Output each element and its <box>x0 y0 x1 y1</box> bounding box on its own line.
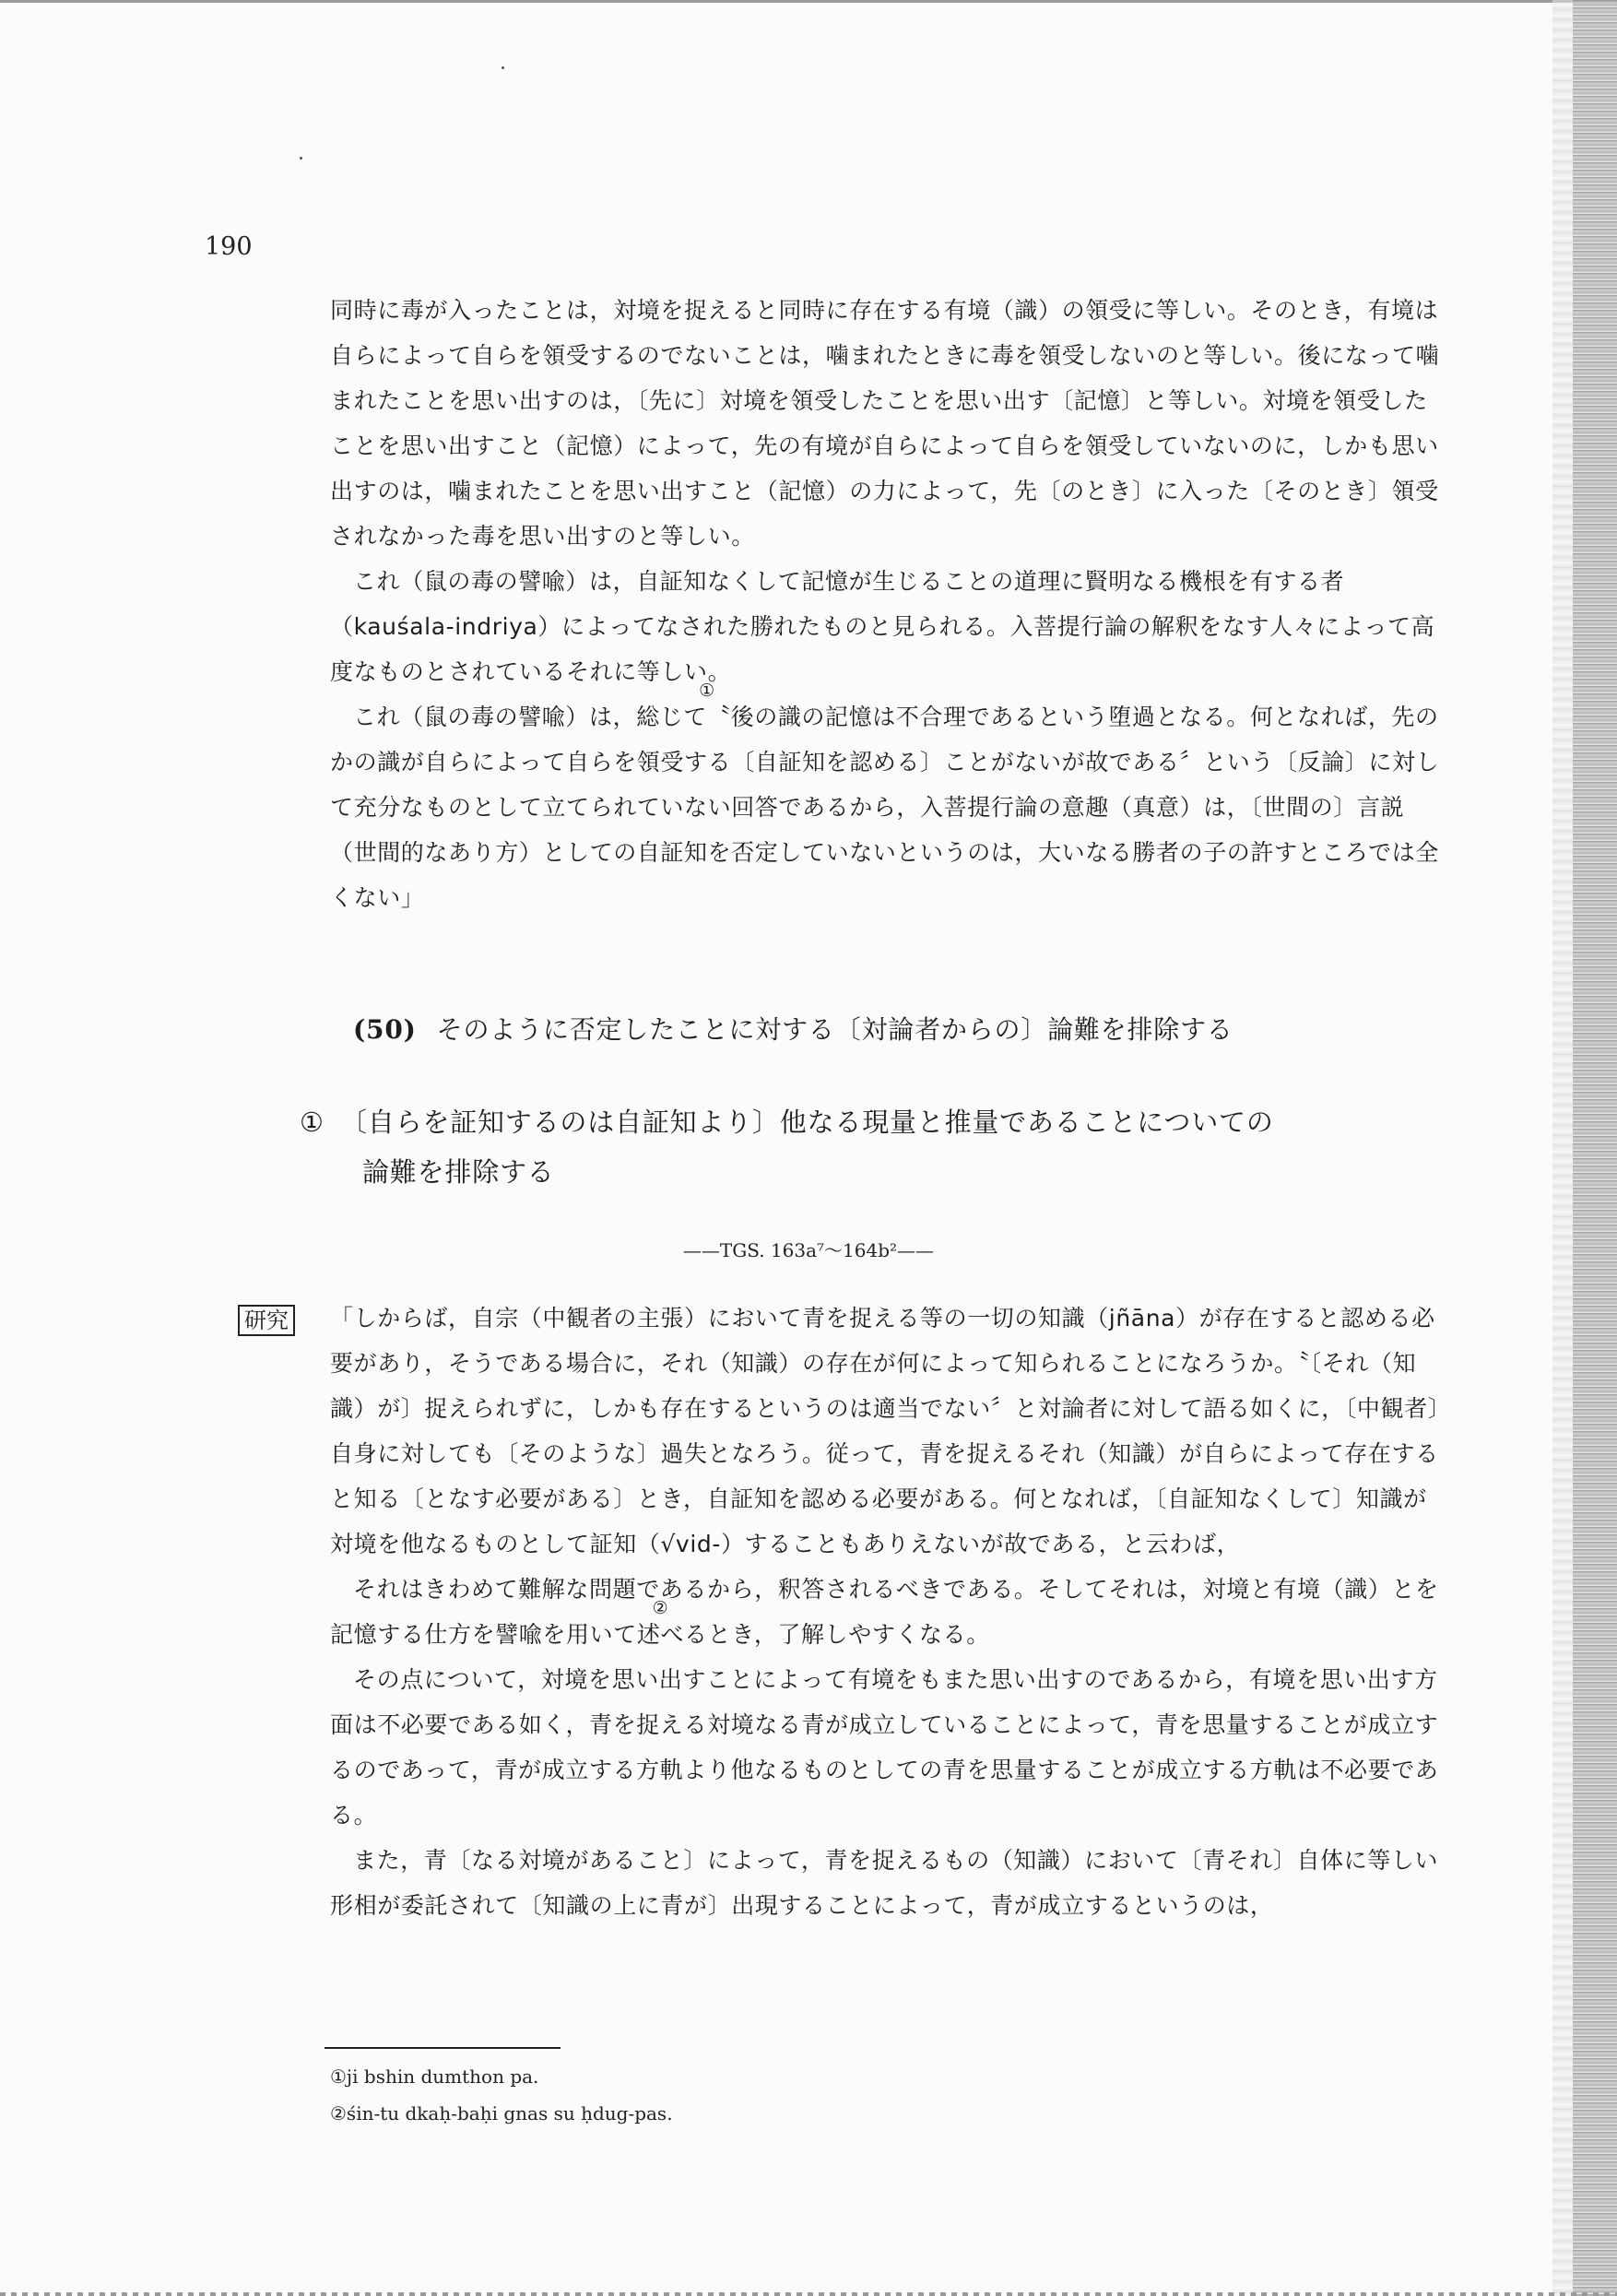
sub-heading <box>300 1097 1406 1197</box>
sub-heading-text: 〔自らを証知するのは自証知より〕他なる現量と推量であることについての <box>340 1107 1274 1138</box>
footnote-anchor <box>636 1598 668 1648</box>
sub-heading-line-1 <box>300 1097 1406 1147</box>
scan-edge-shadow <box>1552 0 1573 2296</box>
research-label-box: 研究 <box>238 1305 295 1336</box>
sub-heading-number: ① <box>300 1107 325 1138</box>
footnote-anchor <box>683 681 715 730</box>
paragraph: 「しからば，自宗（中観者の主張）において青を捉える等の一切の知識（jñāna）が存在すると認める必要があり，そうである場合に，それ（知識）の存在が何によって知られることになろうか。〝〔それ（知識）が〕捉えられずに，しかも存在するというのは適当でない〞と対論者に対して語る如くに，〔中観者〕自身に対しても〔そのような〕過失となろう。従って，青を捉えるそれ（知識）が自らによって存在すると知る〔となす必要がある〕とき，自証知を認める必要がある。何となれば，〔自証知なくして〕知識が対境を他なるものとして証知（√vid-）することもありえないが故である，と云わば， <box>330 1305 1440 1557</box>
page-number: 190 <box>205 232 253 261</box>
footnote-marker-1[interactable]: ① <box>699 681 715 701</box>
marked-char: て <box>683 704 708 730</box>
footnotes <box>330 2058 673 2132</box>
section-heading <box>353 1010 1233 1047</box>
paragraph: 同時に毒が入ったことは，対境を捉えると同時に存在する有境（識）の領受に等しい。そのとき，有境は自らによって自らを領受するのでないことは，噛まれたときに毒を領受しないのと等しい。後になって噛まれたことを思い出すのは，〔先に〕対境を領受したことを思い出す〔記憶〕と等しい。対境を領受したことを思い出すこと（記憶）によって，先の有境が自らによって自らを領受していないのに，しかも思い出すのは，噛まれたことを思い出すこと（記憶）の力によって，先〔のとき〕に入った〔そのとき〕領受されなかった毒を思い出すのと等しい。 <box>330 297 1440 550</box>
paragraph-with-note <box>330 681 1444 920</box>
paragraph-with-note <box>330 1567 1444 1657</box>
section-title: そのように否定したことに対する〔対論者からの〕論難を排除する <box>436 1014 1233 1045</box>
sub-heading-line-2: 論難を排除する <box>362 1156 555 1188</box>
scan-right-edge <box>1573 0 1617 2296</box>
paragraph-text: 〝後の識の記憶は不合理であるという堕過となる。何となれば，先のかの識が自らによって自らを領受する〔自証知を認める〕ことがないが故である〞という〔反論〕に対して充分なものとして立てられていない回答であるから，入菩提行論の意趣（真意）は，〔世間の〕言説（世間的なあり方）としての自証知を否定していないというのは，大いなる勝者の子の許すところでは全くない」 <box>330 704 1440 911</box>
paragraph: その点について，対境を思い出すことによって有境をもまた思い出すのであるから，有境を思い出す方面は不必要である如く，青を捉える対境なる青が成立していることによって，青を思量することが成立するのであって，青が成立する方軌より他なるものとしての青を思量することが成立する方軌は不必要である。 <box>330 1666 1439 1829</box>
scan-speck <box>502 66 504 69</box>
paragraph: また，青〔なる対境があること〕によって，青を捉えるもの（知識）において〔青それ〕自体に等しい形相が委託されて〔知識の上に青が〕出現することによって，青が成立するというのは， <box>330 1847 1439 1919</box>
source-reference: ——TGS. 163a⁷～164b²—— <box>682 1239 935 1261</box>
footnote-1: ①ji bshin dumthon pa. <box>330 2065 539 2088</box>
paragraph-text: これ（鼠の毒の譬喩）は，総じ <box>353 704 684 730</box>
scan-top-border <box>0 0 1617 3</box>
footnote-2: ②śin-tu dkaḥ-baḥi gnas su ḥdug-pas. <box>330 2102 673 2124</box>
scan-bottom-border <box>0 2292 1617 2296</box>
marked-char: 述 <box>636 1621 661 1648</box>
text-block-2 <box>330 1296 1444 1928</box>
footnote-marker-2[interactable]: ② <box>652 1598 668 1618</box>
section-number: (50) <box>353 1014 417 1045</box>
footnote-rule <box>325 2047 561 2049</box>
paragraph: これ（鼠の毒の譬喩）は，自証知なくして記憶が生じることの道理に賢明なる機根を有する者（kauśala-indriya）によってなされた勝れたものと見られる。入菩提行論の解釈をなす人々によって高度なものとされているそれに等しい。 <box>330 568 1435 685</box>
text-block-1 <box>330 288 1444 920</box>
paragraph-text: べるとき，了解しやすくなる。 <box>660 1621 990 1648</box>
scan-speck <box>300 157 302 160</box>
paragraph-text: それはきわめて難解な問題であるから，釈答されるべきである。そしてそれは，対境と有境（識）とを記憶する仕方を譬喩を用いて <box>330 1576 1439 1648</box>
